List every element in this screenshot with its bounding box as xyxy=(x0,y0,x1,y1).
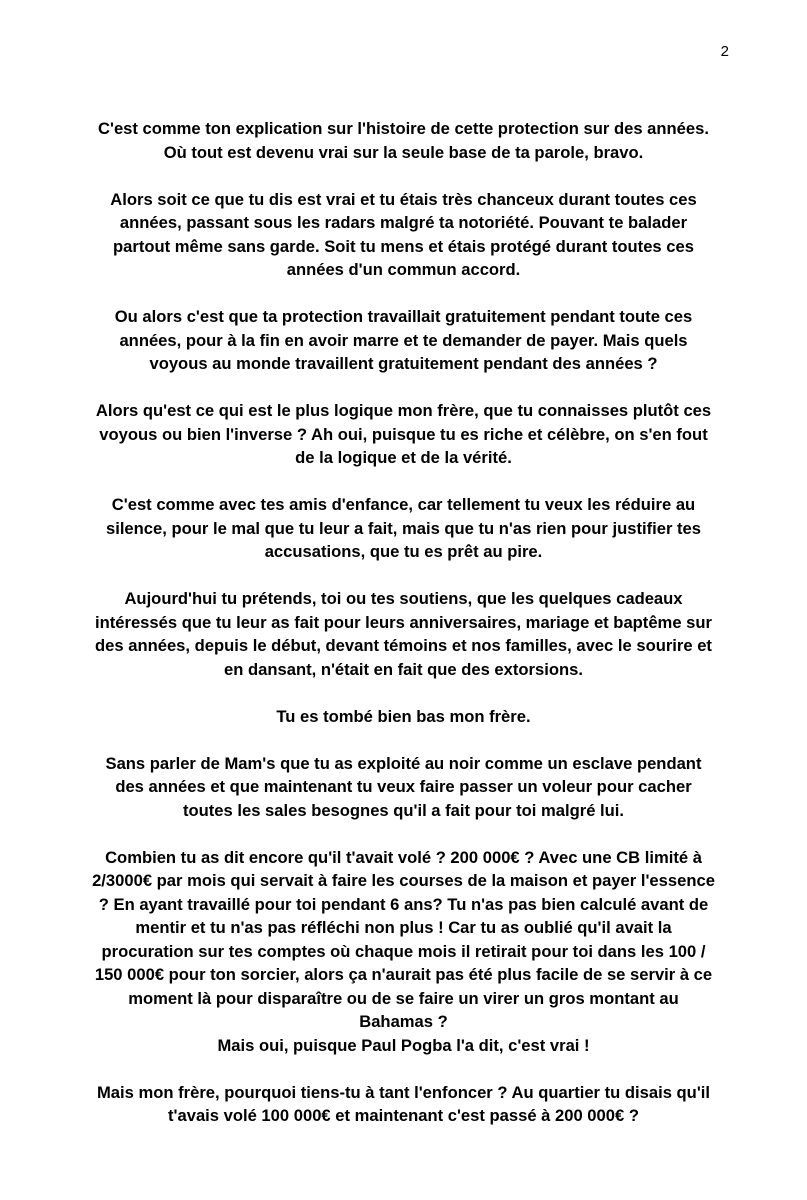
text-line: Mais mon frère, pourquoi tiens-tu à tant l'enfoncer ? Au quartier tu disais qu'il xyxy=(96,1082,710,1102)
paragraph xyxy=(60,752,747,823)
text-line: Combien tu as dit encore qu'il t'avait volé ? 200 000€ ? Avec une CB limité à xyxy=(105,847,702,867)
text-line: partout même sans garde. Soit tu mens et étais protégé durant toutes ces xyxy=(113,236,694,256)
paragraph xyxy=(60,705,747,729)
text-line: Alors qu'est ce qui est le plus logique mon frère, que tu connaisses plutôt ces xyxy=(95,401,712,420)
text-line: des années, depuis le début, devant témoins et nos familles, avec le sourire et xyxy=(95,636,712,655)
text-line: années, pour à la fin en avoir marre et te demander de payer. Mais quels xyxy=(119,330,688,350)
text-line: Aujourd'hui tu prétends, toi ou tes soutiens, que les quelques cadeaux xyxy=(124,589,683,608)
text-line: toutes les sales besognes qu'il a fait pour toi malgré lui. xyxy=(182,800,624,820)
text-line: Sans parler de Mam's que tu as exploité au noir comme un esclave pendant xyxy=(105,753,702,773)
text-line: 150 000€ pour ton sorcier, alors ça n'aurait pas été plus facile de se servir à ce xyxy=(94,965,713,984)
paragraph xyxy=(60,493,747,564)
text-line: C'est comme ton explication sur l'histoire de cette protection sur des années. xyxy=(98,119,709,138)
text-line: années, passant sous les radars malgré ta notoriété. Pouvant te balader xyxy=(119,213,688,232)
text-line: de la logique et de la vérité. xyxy=(295,448,512,467)
text-line: des années et que maintenant tu veux faire passer un voleur pour cacher xyxy=(115,777,692,796)
text-line: intéressés que tu leur as fait pour leurs anniversaires, mariage et baptême sur xyxy=(95,612,712,632)
text-line: en dansant, n'était en fait que des extorsions. xyxy=(224,659,583,679)
text-line: voyous au monde travaillent gratuitement pendant des années ? xyxy=(149,354,658,373)
text-line: Alors soit ce que tu dis est vrai et tu étais très chanceux durant toutes ces xyxy=(110,189,697,209)
paragraph xyxy=(60,399,747,470)
text-line: ? En ayant travaillé pour toi pendant 6 ans? Tu n'as pas bien calculé avant de xyxy=(98,894,709,914)
paragraph xyxy=(60,1081,747,1128)
paragraph xyxy=(60,587,747,681)
text-line: Mais oui, puisque Paul Pogba l'a dit, c'est vrai ! xyxy=(217,1035,590,1055)
paragraph xyxy=(60,117,747,164)
text-line: silence, pour le mal que tu leur a fait, mais que tu n'as rien pour justifier tes xyxy=(105,518,701,538)
text-line: moment là pour disparaître ou de se faire un virer un gros montant au xyxy=(128,988,679,1008)
page-number: 2 xyxy=(720,43,729,60)
text-line: 2/3000€ par mois qui servait à faire les courses de la maison et payer l'essence xyxy=(92,871,715,890)
text-line: Bahamas ? xyxy=(359,1012,448,1031)
text-line: années d'un commun accord. xyxy=(286,260,521,279)
text-line: procuration sur tes comptes où chaque mois il retirait pour toi dans les 100 / xyxy=(101,941,706,961)
paragraph xyxy=(60,846,747,1058)
text-line: t'avais volé 100 000€ et maintenant c'est passé à 200 000€ ? xyxy=(168,1106,639,1125)
paragraph xyxy=(60,305,747,376)
text-line: C'est comme avec tes amis d'enfance, car tellement tu veux les réduire au xyxy=(111,495,696,514)
text-line: Tu es tombé bien bas mon frère. xyxy=(276,706,531,726)
text-line: Où tout est devenu vrai sur la seule base de ta parole, bravo. xyxy=(163,142,644,162)
text-line: voyous ou bien l'inverse ? Ah oui, puisque tu es riche et célèbre, on s'en fout xyxy=(99,424,708,444)
text-line: accusations, que tu es prêt au pire. xyxy=(264,542,543,561)
letter-body xyxy=(60,117,747,1151)
text-line: mentir et tu n'as pas réfléchi non plus ! Car tu as oublié qu'il avait la xyxy=(135,918,672,937)
text-line: Ou alors c'est que ta protection travaillait gratuitement pendant toute ces xyxy=(114,307,693,326)
paragraph xyxy=(60,188,747,282)
